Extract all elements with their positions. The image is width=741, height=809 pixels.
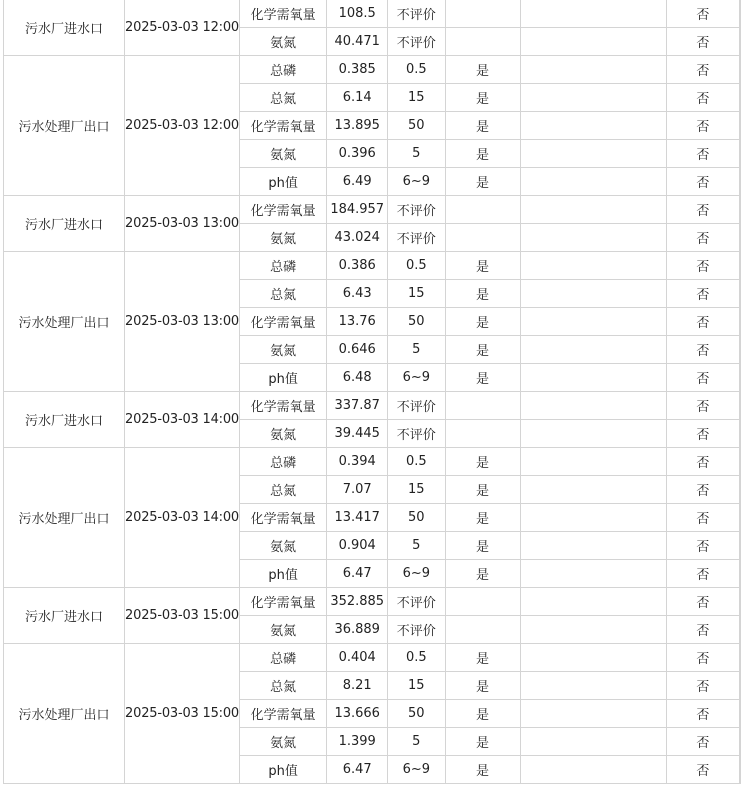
exceed-flag-cell: 否 [666, 308, 739, 336]
table-row [4, 196, 741, 224]
standard-limit-cell: 不评价 [388, 420, 445, 448]
parameter-cell: ph值 [240, 364, 327, 392]
site-name-cell: 污水厂进水口 [4, 0, 125, 56]
blank-cell [520, 420, 666, 448]
blank-cell [740, 252, 741, 280]
table-row [4, 644, 741, 672]
standard-limit-cell: 15 [388, 280, 445, 308]
parameter-cell: 氨氮 [240, 140, 327, 168]
blank-cell [520, 756, 666, 784]
blank-cell [740, 280, 741, 308]
compliance-cell: 是 [445, 336, 520, 364]
site-name-cell: 污水厂进水口 [4, 196, 125, 252]
parameter-cell: 化学需氧量 [240, 504, 327, 532]
exceed-flag-cell: 否 [666, 448, 739, 476]
exceed-flag-cell: 否 [666, 56, 739, 84]
blank-cell [740, 84, 741, 112]
parameter-cell: 总磷 [240, 644, 327, 672]
compliance-cell: 是 [445, 252, 520, 280]
parameter-cell: ph值 [240, 560, 327, 588]
site-name-cell: 污水厂进水口 [4, 392, 125, 448]
compliance-cell: 是 [445, 140, 520, 168]
measured-value-cell: 39.445 [327, 420, 388, 448]
compliance-cell: 是 [445, 644, 520, 672]
exceed-flag-cell: 否 [666, 336, 739, 364]
blank-cell [520, 392, 666, 420]
blank-cell [740, 700, 741, 728]
measured-value-cell: 352.885 [327, 588, 388, 616]
compliance-cell [445, 588, 520, 616]
exceed-flag-cell: 否 [666, 672, 739, 700]
measured-value-cell: 108.5 [327, 0, 388, 28]
compliance-cell [445, 392, 520, 420]
exceed-flag-cell: 否 [666, 588, 739, 616]
monitor-time-cell: 2025-03-03 13:00 [125, 252, 240, 392]
table-row [4, 448, 741, 476]
blank-cell [740, 560, 741, 588]
parameter-cell: 化学需氧量 [240, 0, 327, 28]
measured-value-cell: 0.404 [327, 644, 388, 672]
table-row [4, 392, 741, 420]
standard-limit-cell: 5 [388, 140, 445, 168]
parameter-cell: 总氮 [240, 476, 327, 504]
blank-cell [520, 616, 666, 644]
blank-cell [520, 560, 666, 588]
standard-limit-cell: 不评价 [388, 616, 445, 644]
parameter-cell: 氨氮 [240, 224, 327, 252]
standard-limit-cell: 不评价 [388, 196, 445, 224]
blank-cell [740, 588, 741, 616]
blank-cell [520, 280, 666, 308]
blank-cell [520, 588, 666, 616]
parameter-cell: 氨氮 [240, 728, 327, 756]
site-name-cell: 污水处理厂出口 [4, 252, 125, 392]
blank-cell [520, 364, 666, 392]
table-row [4, 588, 741, 616]
compliance-cell [445, 28, 520, 56]
standard-limit-cell: 不评价 [388, 28, 445, 56]
blank-cell [520, 56, 666, 84]
blank-cell [740, 196, 741, 224]
blank-cell [740, 756, 741, 784]
standard-limit-cell: 5 [388, 728, 445, 756]
parameter-cell: 化学需氧量 [240, 700, 327, 728]
standard-limit-cell: 50 [388, 308, 445, 336]
standard-limit-cell: 0.5 [388, 56, 445, 84]
exceed-flag-cell: 否 [666, 224, 739, 252]
standard-limit-cell: 不评价 [388, 588, 445, 616]
blank-cell [740, 616, 741, 644]
standard-limit-cell: 0.5 [388, 644, 445, 672]
exceed-flag-cell: 否 [666, 756, 739, 784]
monitoring-data-table [3, 0, 741, 784]
measured-value-cell: 184.957 [327, 196, 388, 224]
measured-value-cell: 0.646 [327, 336, 388, 364]
monitor-time-cell: 2025-03-03 15:00 [125, 588, 240, 644]
measured-value-cell: 6.47 [327, 756, 388, 784]
blank-cell [520, 84, 666, 112]
parameter-cell: 总磷 [240, 56, 327, 84]
exceed-flag-cell: 否 [666, 504, 739, 532]
exceed-flag-cell: 否 [666, 112, 739, 140]
compliance-cell [445, 616, 520, 644]
compliance-cell: 是 [445, 308, 520, 336]
parameter-cell: 总氮 [240, 672, 327, 700]
blank-cell [740, 476, 741, 504]
exceed-flag-cell: 否 [666, 84, 739, 112]
parameter-cell: 化学需氧量 [240, 112, 327, 140]
standard-limit-cell: 50 [388, 112, 445, 140]
blank-cell [520, 28, 666, 56]
compliance-cell: 是 [445, 672, 520, 700]
standard-limit-cell: 6~9 [388, 364, 445, 392]
compliance-cell: 是 [445, 532, 520, 560]
standard-limit-cell: 0.5 [388, 448, 445, 476]
standard-limit-cell: 50 [388, 700, 445, 728]
standard-limit-cell: 0.5 [388, 252, 445, 280]
monitor-time-cell: 2025-03-03 12:00 [125, 0, 240, 56]
compliance-cell: 是 [445, 504, 520, 532]
exceed-flag-cell: 否 [666, 28, 739, 56]
measured-value-cell: 0.385 [327, 56, 388, 84]
site-name-cell: 污水处理厂出口 [4, 56, 125, 196]
compliance-cell: 是 [445, 728, 520, 756]
standard-limit-cell: 15 [388, 672, 445, 700]
measured-value-cell: 6.47 [327, 560, 388, 588]
blank-cell [520, 336, 666, 364]
measured-value-cell: 6.14 [327, 84, 388, 112]
compliance-cell: 是 [445, 364, 520, 392]
table-row [4, 0, 741, 28]
parameter-cell: 氨氮 [240, 28, 327, 56]
measured-value-cell: 43.024 [327, 224, 388, 252]
parameter-cell: 总氮 [240, 280, 327, 308]
compliance-cell: 是 [445, 560, 520, 588]
exceed-flag-cell: 否 [666, 728, 739, 756]
exceed-flag-cell: 否 [666, 616, 739, 644]
measured-value-cell: 40.471 [327, 28, 388, 56]
blank-cell [520, 308, 666, 336]
blank-cell [520, 448, 666, 476]
blank-cell [740, 728, 741, 756]
compliance-cell [445, 224, 520, 252]
blank-cell [520, 168, 666, 196]
compliance-cell [445, 196, 520, 224]
measured-value-cell: 6.49 [327, 168, 388, 196]
monitor-time-cell: 2025-03-03 15:00 [125, 644, 240, 784]
monitor-time-cell: 2025-03-03 14:00 [125, 448, 240, 588]
exceed-flag-cell: 否 [666, 140, 739, 168]
table-row [4, 56, 741, 84]
measured-value-cell: 13.895 [327, 112, 388, 140]
blank-cell [740, 336, 741, 364]
blank-cell [740, 112, 741, 140]
parameter-cell: 总磷 [240, 252, 327, 280]
monitor-time-cell: 2025-03-03 12:00 [125, 56, 240, 196]
site-name-cell: 污水处理厂出口 [4, 644, 125, 784]
blank-cell [520, 252, 666, 280]
blank-cell [520, 728, 666, 756]
standard-limit-cell: 6~9 [388, 168, 445, 196]
parameter-cell: 化学需氧量 [240, 392, 327, 420]
exceed-flag-cell: 否 [666, 280, 739, 308]
standard-limit-cell: 6~9 [388, 560, 445, 588]
blank-cell [740, 644, 741, 672]
exceed-flag-cell: 否 [666, 196, 739, 224]
blank-cell [740, 140, 741, 168]
parameter-cell: 化学需氧量 [240, 308, 327, 336]
standard-limit-cell: 6~9 [388, 756, 445, 784]
compliance-cell: 是 [445, 84, 520, 112]
exceed-flag-cell: 否 [666, 0, 739, 28]
standard-limit-cell: 15 [388, 84, 445, 112]
blank-cell [520, 476, 666, 504]
blank-cell [740, 0, 741, 28]
exceed-flag-cell: 否 [666, 420, 739, 448]
measured-value-cell: 13.666 [327, 700, 388, 728]
measured-value-cell: 337.87 [327, 392, 388, 420]
blank-cell [740, 420, 741, 448]
blank-cell [740, 168, 741, 196]
measured-value-cell: 6.43 [327, 280, 388, 308]
exceed-flag-cell: 否 [666, 560, 739, 588]
blank-cell [740, 28, 741, 56]
compliance-cell: 是 [445, 280, 520, 308]
measured-value-cell: 8.21 [327, 672, 388, 700]
parameter-cell: 化学需氧量 [240, 588, 327, 616]
exceed-flag-cell: 否 [666, 168, 739, 196]
standard-limit-cell: 不评价 [388, 224, 445, 252]
exceed-flag-cell: 否 [666, 392, 739, 420]
compliance-cell: 是 [445, 112, 520, 140]
compliance-cell [445, 0, 520, 28]
blank-cell [520, 112, 666, 140]
exceed-flag-cell: 否 [666, 252, 739, 280]
compliance-cell: 是 [445, 756, 520, 784]
parameter-cell: ph值 [240, 756, 327, 784]
measured-value-cell: 0.904 [327, 532, 388, 560]
parameter-cell: 化学需氧量 [240, 196, 327, 224]
table-row [4, 252, 741, 280]
parameter-cell: 氨氮 [240, 420, 327, 448]
blank-cell [520, 644, 666, 672]
exceed-flag-cell: 否 [666, 364, 739, 392]
blank-cell [520, 532, 666, 560]
blank-cell [520, 224, 666, 252]
measured-value-cell: 0.386 [327, 252, 388, 280]
parameter-cell: 总氮 [240, 84, 327, 112]
blank-cell [740, 364, 741, 392]
measured-value-cell: 1.399 [327, 728, 388, 756]
blank-cell [740, 308, 741, 336]
measured-value-cell: 0.394 [327, 448, 388, 476]
standard-limit-cell: 不评价 [388, 392, 445, 420]
exceed-flag-cell: 否 [666, 644, 739, 672]
compliance-cell: 是 [445, 56, 520, 84]
compliance-cell: 是 [445, 448, 520, 476]
blank-cell [520, 140, 666, 168]
monitor-time-cell: 2025-03-03 14:00 [125, 392, 240, 448]
standard-limit-cell: 5 [388, 336, 445, 364]
measured-value-cell: 7.07 [327, 476, 388, 504]
compliance-cell: 是 [445, 700, 520, 728]
exceed-flag-cell: 否 [666, 700, 739, 728]
blank-cell [740, 392, 741, 420]
blank-cell [740, 532, 741, 560]
measured-value-cell: 13.76 [327, 308, 388, 336]
exceed-flag-cell: 否 [666, 532, 739, 560]
blank-cell [520, 196, 666, 224]
blank-cell [740, 56, 741, 84]
parameter-cell: 氨氮 [240, 532, 327, 560]
compliance-cell: 是 [445, 168, 520, 196]
parameter-cell: 氨氮 [240, 336, 327, 364]
measured-value-cell: 0.396 [327, 140, 388, 168]
blank-cell [740, 224, 741, 252]
monitor-time-cell: 2025-03-03 13:00 [125, 196, 240, 252]
blank-cell [520, 504, 666, 532]
blank-cell [520, 0, 666, 28]
compliance-cell [445, 420, 520, 448]
site-name-cell: 污水厂进水口 [4, 588, 125, 644]
blank-cell [740, 448, 741, 476]
site-name-cell: 污水处理厂出口 [4, 448, 125, 588]
standard-limit-cell: 不评价 [388, 0, 445, 28]
parameter-cell: ph值 [240, 168, 327, 196]
blank-cell [740, 504, 741, 532]
standard-limit-cell: 50 [388, 504, 445, 532]
standard-limit-cell: 5 [388, 532, 445, 560]
standard-limit-cell: 15 [388, 476, 445, 504]
measured-value-cell: 36.889 [327, 616, 388, 644]
compliance-cell: 是 [445, 476, 520, 504]
exceed-flag-cell: 否 [666, 476, 739, 504]
parameter-cell: 总磷 [240, 448, 327, 476]
parameter-cell: 氨氮 [240, 616, 327, 644]
measured-value-cell: 13.417 [327, 504, 388, 532]
measured-value-cell: 6.48 [327, 364, 388, 392]
blank-cell [520, 672, 666, 700]
blank-cell [740, 672, 741, 700]
blank-cell [520, 700, 666, 728]
